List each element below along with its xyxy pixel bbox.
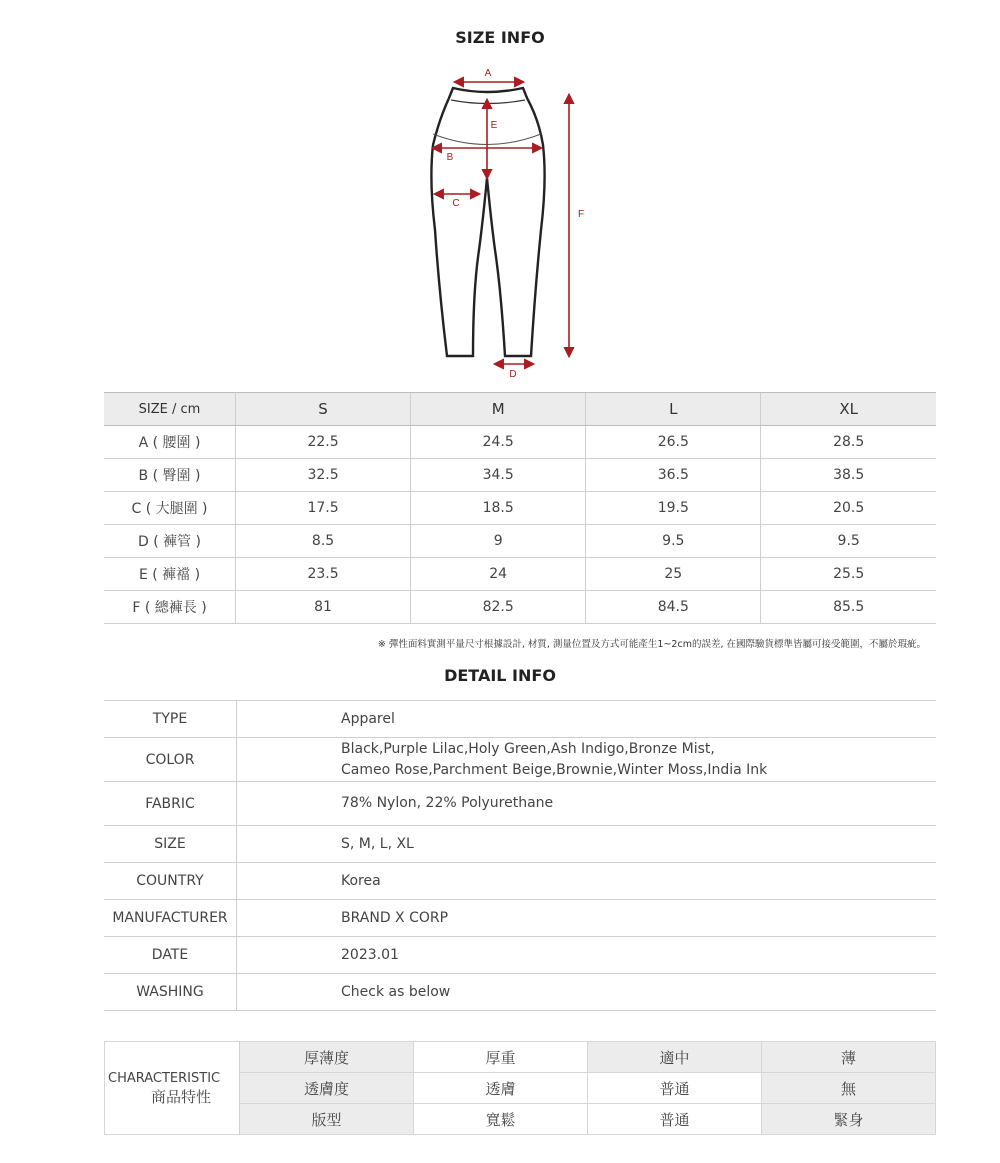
table-row bbox=[104, 525, 936, 558]
measurement-value: 28.5 bbox=[761, 426, 936, 459]
size-header-2: M bbox=[411, 393, 586, 426]
characteristic-name: 版型 bbox=[240, 1104, 414, 1135]
detail-row bbox=[104, 701, 936, 738]
detail-value-line: Black,Purple Lilac,Holy Green,Ash Indigo,Bronze Mist, bbox=[341, 740, 715, 757]
size-table bbox=[104, 392, 936, 624]
detail-row bbox=[104, 937, 936, 974]
detail-key: FABRIC bbox=[104, 782, 237, 826]
measurement-value: 24.5 bbox=[411, 426, 586, 459]
measurement-label: D ( 褲管 ) bbox=[104, 525, 236, 558]
size-header-4: XL bbox=[761, 393, 936, 426]
detail-value bbox=[237, 782, 937, 826]
measurement-value: 8.5 bbox=[236, 525, 411, 558]
characteristic-option: 透膚 bbox=[414, 1073, 588, 1104]
detail-key: TYPE bbox=[104, 701, 237, 738]
detail-value bbox=[237, 738, 937, 782]
detail-key: SIZE bbox=[104, 826, 237, 863]
label-f: F bbox=[577, 209, 585, 220]
detail-value-line: S, M, L, XL bbox=[341, 835, 414, 852]
measurement-value: 9.5 bbox=[586, 525, 761, 558]
characteristic-option-selected: 緊身 bbox=[762, 1104, 936, 1135]
characteristic-name: 厚薄度 bbox=[240, 1042, 414, 1073]
measurement-value: 17.5 bbox=[236, 492, 411, 525]
detail-value-line: Korea bbox=[341, 872, 381, 889]
characteristic-label-en: CHARACTERISTIC bbox=[108, 1071, 221, 1086]
label-a: A bbox=[484, 68, 492, 79]
detail-row bbox=[104, 782, 936, 826]
characteristic-label-cn: 商品特性 bbox=[151, 1088, 212, 1106]
detail-table bbox=[104, 700, 936, 1011]
measurement-value: 34.5 bbox=[411, 459, 586, 492]
detail-key: DATE bbox=[104, 937, 237, 974]
characteristic-option-selected: 無 bbox=[762, 1073, 936, 1104]
measurement-value: 22.5 bbox=[236, 426, 411, 459]
size-header-1: S bbox=[236, 393, 411, 426]
measurement-label: C ( 大腿圍 ) bbox=[104, 492, 236, 525]
size-info-title: SIZE INFO bbox=[455, 28, 545, 47]
leggings-diagram bbox=[415, 60, 615, 380]
measurement-value: 9 bbox=[411, 525, 586, 558]
measurement-value: 9.5 bbox=[761, 525, 936, 558]
detail-value-line: Cameo Rose,Parchment Beige,Brownie,Winter Moss,India Ink bbox=[341, 761, 768, 778]
detail-value-line: 78% Nylon, 22% Polyurethane bbox=[341, 795, 554, 811]
label-d: D bbox=[509, 369, 517, 380]
label-e: E bbox=[490, 120, 498, 131]
detail-key: MANUFACTURER bbox=[104, 900, 237, 937]
detail-value bbox=[237, 900, 937, 937]
table-row bbox=[104, 591, 936, 624]
characteristic-row bbox=[105, 1042, 936, 1073]
table-row bbox=[104, 426, 936, 459]
characteristic-option: 厚重 bbox=[414, 1042, 588, 1073]
characteristic-label bbox=[105, 1042, 240, 1135]
measurement-value: 25.5 bbox=[761, 558, 936, 591]
measurement-value: 82.5 bbox=[411, 591, 586, 624]
detail-value bbox=[237, 937, 937, 974]
characteristic-option: 普通 bbox=[588, 1073, 762, 1104]
detail-value bbox=[237, 701, 937, 738]
detail-row bbox=[104, 974, 936, 1011]
detail-row bbox=[104, 900, 936, 937]
detail-value-line: 2023.01 bbox=[341, 946, 399, 963]
characteristic-table bbox=[104, 1041, 936, 1135]
detail-value bbox=[237, 826, 937, 863]
measurement-note: ※ 彈性面料實測平量尺寸根據設計, 材質, 測量位置及方式可能產生1~2cm的誤差, 在國際驗貨標準皆屬可接受範圍，不屬於瑕疵。 bbox=[377, 639, 926, 650]
detail-row bbox=[104, 738, 936, 782]
size-header-3: L bbox=[586, 393, 761, 426]
characteristic-option-selected: 薄 bbox=[762, 1042, 936, 1073]
detail-value bbox=[237, 863, 937, 900]
measurement-value: 84.5 bbox=[586, 591, 761, 624]
label-c: C bbox=[452, 198, 460, 209]
detail-value-line: Check as below bbox=[341, 983, 451, 1000]
measurement-value: 18.5 bbox=[411, 492, 586, 525]
detail-key: WASHING bbox=[104, 974, 237, 1011]
detail-value bbox=[237, 974, 937, 1011]
measurement-value: 23.5 bbox=[236, 558, 411, 591]
measurement-value: 38.5 bbox=[761, 459, 936, 492]
table-row bbox=[104, 558, 936, 591]
measurement-value: 20.5 bbox=[761, 492, 936, 525]
characteristic-name: 透膚度 bbox=[240, 1073, 414, 1104]
detail-row bbox=[104, 826, 936, 863]
table-row bbox=[104, 459, 936, 492]
leggings-outline bbox=[431, 88, 544, 356]
detail-key: COLOR bbox=[104, 738, 237, 782]
characteristic-option: 適中 bbox=[588, 1042, 762, 1073]
measurement-value: 19.5 bbox=[586, 492, 761, 525]
label-b: B bbox=[446, 152, 454, 163]
measurement-value: 36.5 bbox=[586, 459, 761, 492]
size-table-header bbox=[104, 393, 936, 426]
measurement-label: E ( 褲襠 ) bbox=[104, 558, 236, 591]
table-row bbox=[104, 492, 936, 525]
measurement-value: 81 bbox=[236, 591, 411, 624]
measurement-label: A ( 腰圍 ) bbox=[104, 426, 236, 459]
detail-value-line: BRAND X CORP bbox=[341, 909, 449, 926]
measurement-value: 24 bbox=[411, 558, 586, 591]
characteristic-option: 普通 bbox=[588, 1104, 762, 1135]
detail-key: COUNTRY bbox=[104, 863, 237, 900]
detail-value-line: Apparel bbox=[341, 710, 395, 727]
measurement-label: F ( 總褲長 ) bbox=[104, 591, 236, 624]
size-unit-header: SIZE / cm bbox=[104, 393, 236, 426]
measurement-value: 25 bbox=[586, 558, 761, 591]
measurement-label: B ( 臀圍 ) bbox=[104, 459, 236, 492]
measurement-value: 32.5 bbox=[236, 459, 411, 492]
detail-row bbox=[104, 863, 936, 900]
detail-info-title: DETAIL INFO bbox=[444, 666, 556, 685]
measurement-value: 85.5 bbox=[761, 591, 936, 624]
measurement-value: 26.5 bbox=[586, 426, 761, 459]
characteristic-option: 寬鬆 bbox=[414, 1104, 588, 1135]
